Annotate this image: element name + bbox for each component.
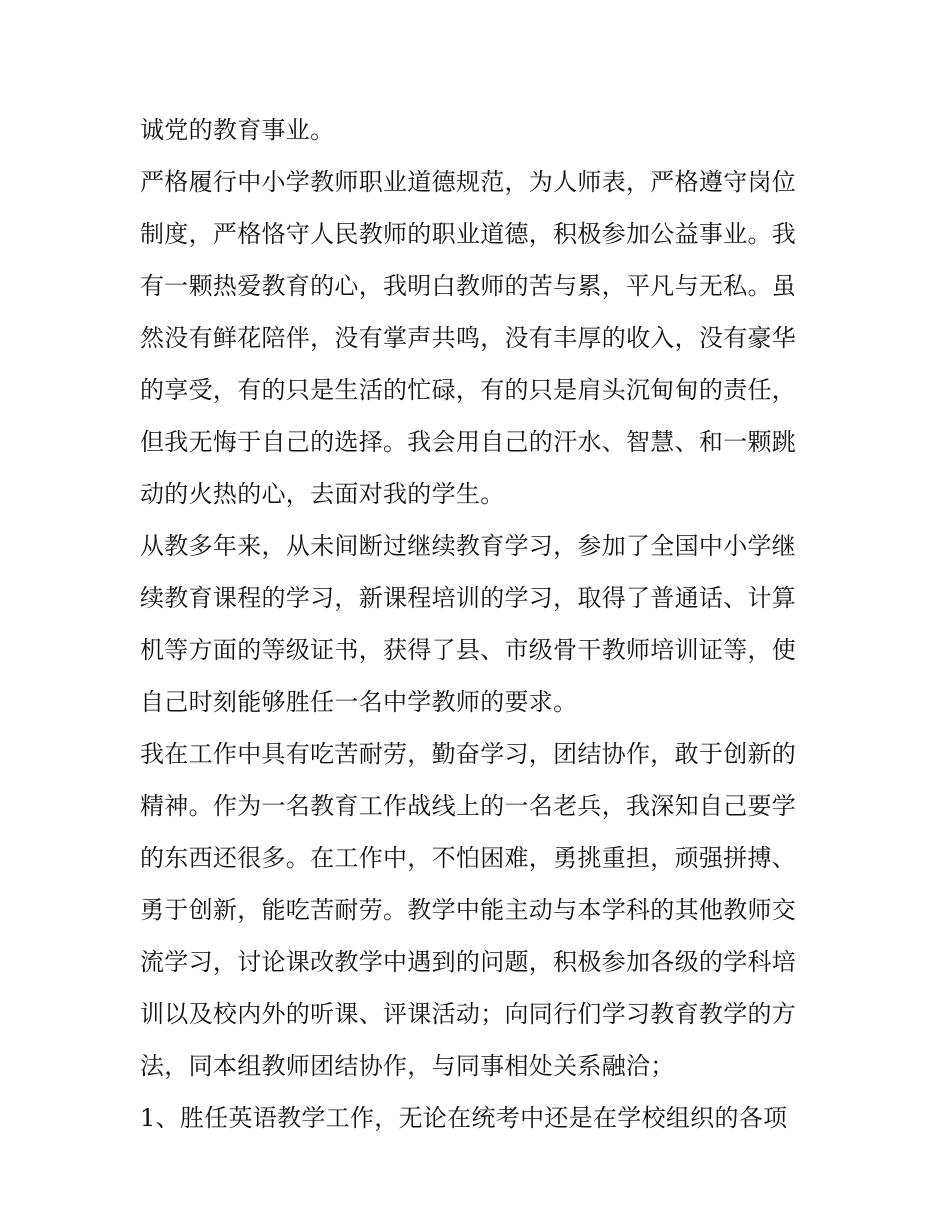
- text-line: 1、胜任英语教学工作，无论在统考中还是在学校组织的各项: [140, 1104, 788, 1132]
- document-body: [140, 104, 820, 1144]
- text-line: 动的火热的心，去面对我的学生。: [140, 480, 505, 508]
- text-line: 我在工作中具有吃苦耐劳，勤奋学习，团结协作，敢于创新的: [140, 740, 797, 768]
- text-line: 制度，严格恪守人民教师的职业道德，积极参加公益事业。我: [140, 220, 797, 248]
- text-line: 精神。作为一名教育工作战线上的一名老兵，我深知自己要学: [140, 792, 797, 820]
- text-line: 从教多年来，从未间断过继续教育学习，参加了全国中小学继: [140, 532, 797, 560]
- text-line: 有一颗热爱教育的心，我明白教师的苦与累，平凡与无私。虽: [140, 272, 797, 300]
- text-line: 机等方面的等级证书，获得了县、市级骨干教师培训证等，使: [140, 636, 797, 664]
- text-line: 自己时刻能够胜任一名中学教师的要求。: [140, 688, 578, 716]
- text-line: 的享受，有的只是生活的忙碌，有的只是肩头沉甸甸的责任，: [140, 376, 797, 404]
- text-line: 流学习，讨论课改教学中遇到的问题，积极参加各级的学科培: [140, 948, 797, 976]
- text-line: 诚党的教育事业。: [140, 116, 335, 144]
- text-line: 训以及校内外的听课、评课活动；向同行们学习教育教学的方: [140, 1000, 797, 1028]
- text-line: 续教育课程的学习，新课程培训的学习，取得了普通话、计算: [140, 584, 797, 612]
- text-line: 但我无悔于自己的选择。我会用自己的汗水、智慧、和一颗跳: [140, 428, 797, 456]
- text-line: 法，同本组教师团结协作，与同事相处关系融洽；: [140, 1052, 675, 1080]
- text-line: 然没有鲜花陪伴，没有掌声共鸣，没有丰厚的收入，没有豪华: [140, 324, 797, 352]
- text-line: 勇于创新，能吃苦耐劳。教学中能主动与本学科的其他教师交: [140, 896, 797, 924]
- text-line: 严格履行中小学教师职业道德规范，为人师表，严格遵守岗位: [140, 168, 797, 196]
- text-line: 的东西还很多。在工作中，不怕困难，勇挑重担，顽强拼搏、: [140, 844, 797, 872]
